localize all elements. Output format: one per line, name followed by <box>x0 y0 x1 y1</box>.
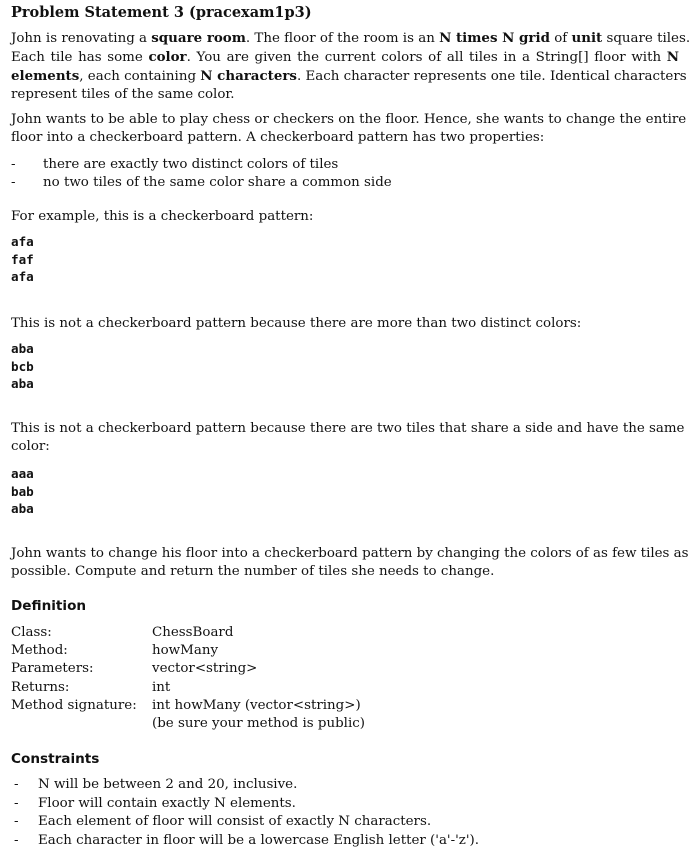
table-row: Parameters: vector<string> <box>11 661 258 677</box>
intro-line-3: elements, each containing N characters. Each character represents one tile. Identical characters <box>11 68 687 84</box>
list-item: - Each character in floor will be a lowercase English letter ('a'-'z'). <box>14 832 480 848</box>
table-row: Method: howMany <box>11 643 219 659</box>
example-1-grid: afa faf afa <box>11 234 34 284</box>
example-1-caption: For example, this is a checkerboard pattern: <box>11 209 314 224</box>
example-3-grid: aaa bab aba <box>11 466 34 516</box>
example-2-grid: aba bcb aba <box>11 341 34 391</box>
list-item: - Each element of floor will consist of exactly N characters. <box>14 814 432 829</box>
example-2-caption: This is not a checkerboard pattern because there are more than two distinct colors: <box>11 316 582 331</box>
table-row: Method signature: int howMany (vector<string>) <box>11 697 361 713</box>
table-row: Returns: int <box>11 679 171 695</box>
list-item: - N will be between 2 and 20, inclusive. <box>14 777 298 792</box>
intro-line-1: John is renovating a square room. The floor of the room is an N times N grid of unit square tiles. <box>11 30 691 46</box>
intro-line-2: Each tile has some color. You are given the current colors of all tiles in a String[] floor with N <box>11 49 679 65</box>
table-row: Class: ChessBoard <box>11 625 234 640</box>
property-list <box>11 156 392 192</box>
list-item: - there are exactly two distinct colors of tiles <box>11 157 339 172</box>
intro-line-4: represent tiles of the same color. <box>11 87 235 102</box>
intro-paragraph <box>11 29 691 104</box>
list-item: - no two tiles of the same color share a common side <box>11 175 392 190</box>
problem-title: Problem Statement 3 (pracexam1p3) <box>11 4 312 21</box>
definition-table <box>11 624 365 733</box>
table-row: (be sure your method is public) <box>152 715 365 731</box>
constraints-list <box>14 776 479 850</box>
definition-heading: Definition <box>11 598 87 614</box>
task-paragraph: John wants to change his floor into a checkerboard pattern by changing the colors of as few tiles as possible. Compute and return the number of tiles she needs to change. <box>11 546 689 579</box>
constraints-heading: Constraints <box>11 751 100 767</box>
checkerboard-paragraph: John wants to be able to play chess or checkers on the floor. Hence, she wants to change the entire floor into a checkerboard pattern. A checkerboard pattern has two properties: <box>11 112 687 145</box>
example-3-caption: This is not a checkerboard pattern because there are two tiles that share a side and have the same color: <box>11 421 685 454</box>
list-item: - Floor will contain exactly N elements. <box>14 795 296 811</box>
